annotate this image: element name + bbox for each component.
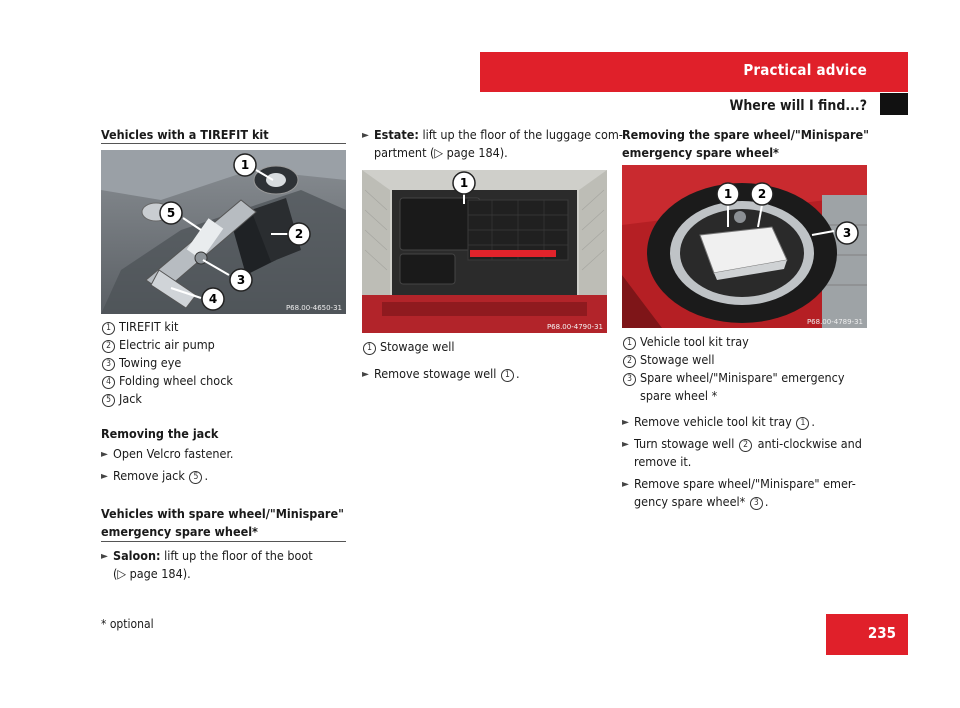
arrow-icon: ► [362,130,369,141]
callout-5: 5 [166,206,176,220]
tirefit-kit-photo [101,150,346,314]
step-turn-stowage-well-cont: remove it. [634,454,692,469]
image-code: P68.00-4789-31 [806,318,863,326]
heading-rule [101,541,346,542]
stowage-well-photo [362,170,607,333]
arrow-icon: ► [362,369,369,380]
step-remove-stowage-well: ► Remove stowage well 1 . [362,365,520,384]
callout-2: 2 [757,187,767,201]
arrow-icon: ► [622,439,629,450]
subheading-removing-jack: Removing the jack [101,426,219,441]
step-remove-spare-wheel: ► Remove spare wheel/"Minispare" emer- [622,475,856,494]
tirefit-legend [101,318,346,408]
list-item: spare wheel * [640,388,718,403]
callout-4: 4 [208,292,218,306]
callout-1: 1 [459,176,469,190]
page-number: 235 [867,624,896,642]
list-item: 2 Electric air pump [101,336,346,354]
step-remove-jack: ► Remove jack 5 . [101,467,208,486]
estate-page-ref[interactable]: partment (▷ page 184). [374,145,508,160]
list-item: 1 Vehicle tool kit tray [622,333,867,351]
step-estate: ► Estate: lift up the floor of the luggage com- [362,126,623,145]
footnote-optional: * optional [101,617,154,631]
callout-3: 3 [842,226,852,240]
heading-spare-wheel-2: emergency spare wheel* [101,524,258,539]
list-item: 5 Jack [101,390,346,408]
arrow-icon: ► [101,471,108,482]
callout-2: 2 [294,227,304,241]
list-item: 2 Stowage well [622,351,867,369]
heading-rule [101,143,346,144]
heading-removing-spare-1: Removing the spare wheel/"Minispare" [622,127,869,142]
callout-1: 1 [240,158,250,172]
heading-tirefit: Vehicles with a TIREFIT kit [101,127,269,142]
callout-3: 3 [236,273,246,287]
list-item: 3 Spare wheel/"Minispare" emergency [622,369,867,387]
list-item: 3 Towing eye [101,354,346,372]
arrow-icon: ► [101,551,108,562]
arrow-icon: ► [622,479,629,490]
saloon-page-ref[interactable]: (▷ page 184). [113,566,191,581]
stowage-legend [362,338,607,356]
header-black-tab [880,93,908,115]
step-saloon: ► Saloon: lift up the floor of the boot [101,547,313,566]
arrow-icon: ► [622,417,629,428]
heading-spare-wheel-1: Vehicles with spare wheel/"Minispare" [101,506,344,521]
list-item: 4 Folding wheel chock [101,372,346,390]
subsection-title: Where will I find...? [729,98,867,114]
step-remove-spare-wheel-cont: gency spare wheel* 3 . [634,494,769,509]
step-open-velcro: ► Open Velcro fastener. [101,445,233,464]
callout-1: 1 [723,187,733,201]
section-title: Practical advice [743,61,867,79]
heading-removing-spare-2: emergency spare wheel* [622,145,779,160]
step-turn-stowage-well: ► Turn stowage well 2 anti-clockwise and [622,435,862,454]
image-code: P68.00-4650-31 [285,304,342,312]
list-item: 1 TIREFIT kit [101,318,346,336]
spare-wheel-legend [622,333,867,405]
list-item: 1 Stowage well [362,338,607,356]
image-code: P68.00-4790-31 [546,323,603,331]
spare-wheel-photo [622,165,867,328]
arrow-icon: ► [101,449,108,460]
step-remove-tool-tray: ► Remove vehicle tool kit tray 1 . [622,413,815,432]
